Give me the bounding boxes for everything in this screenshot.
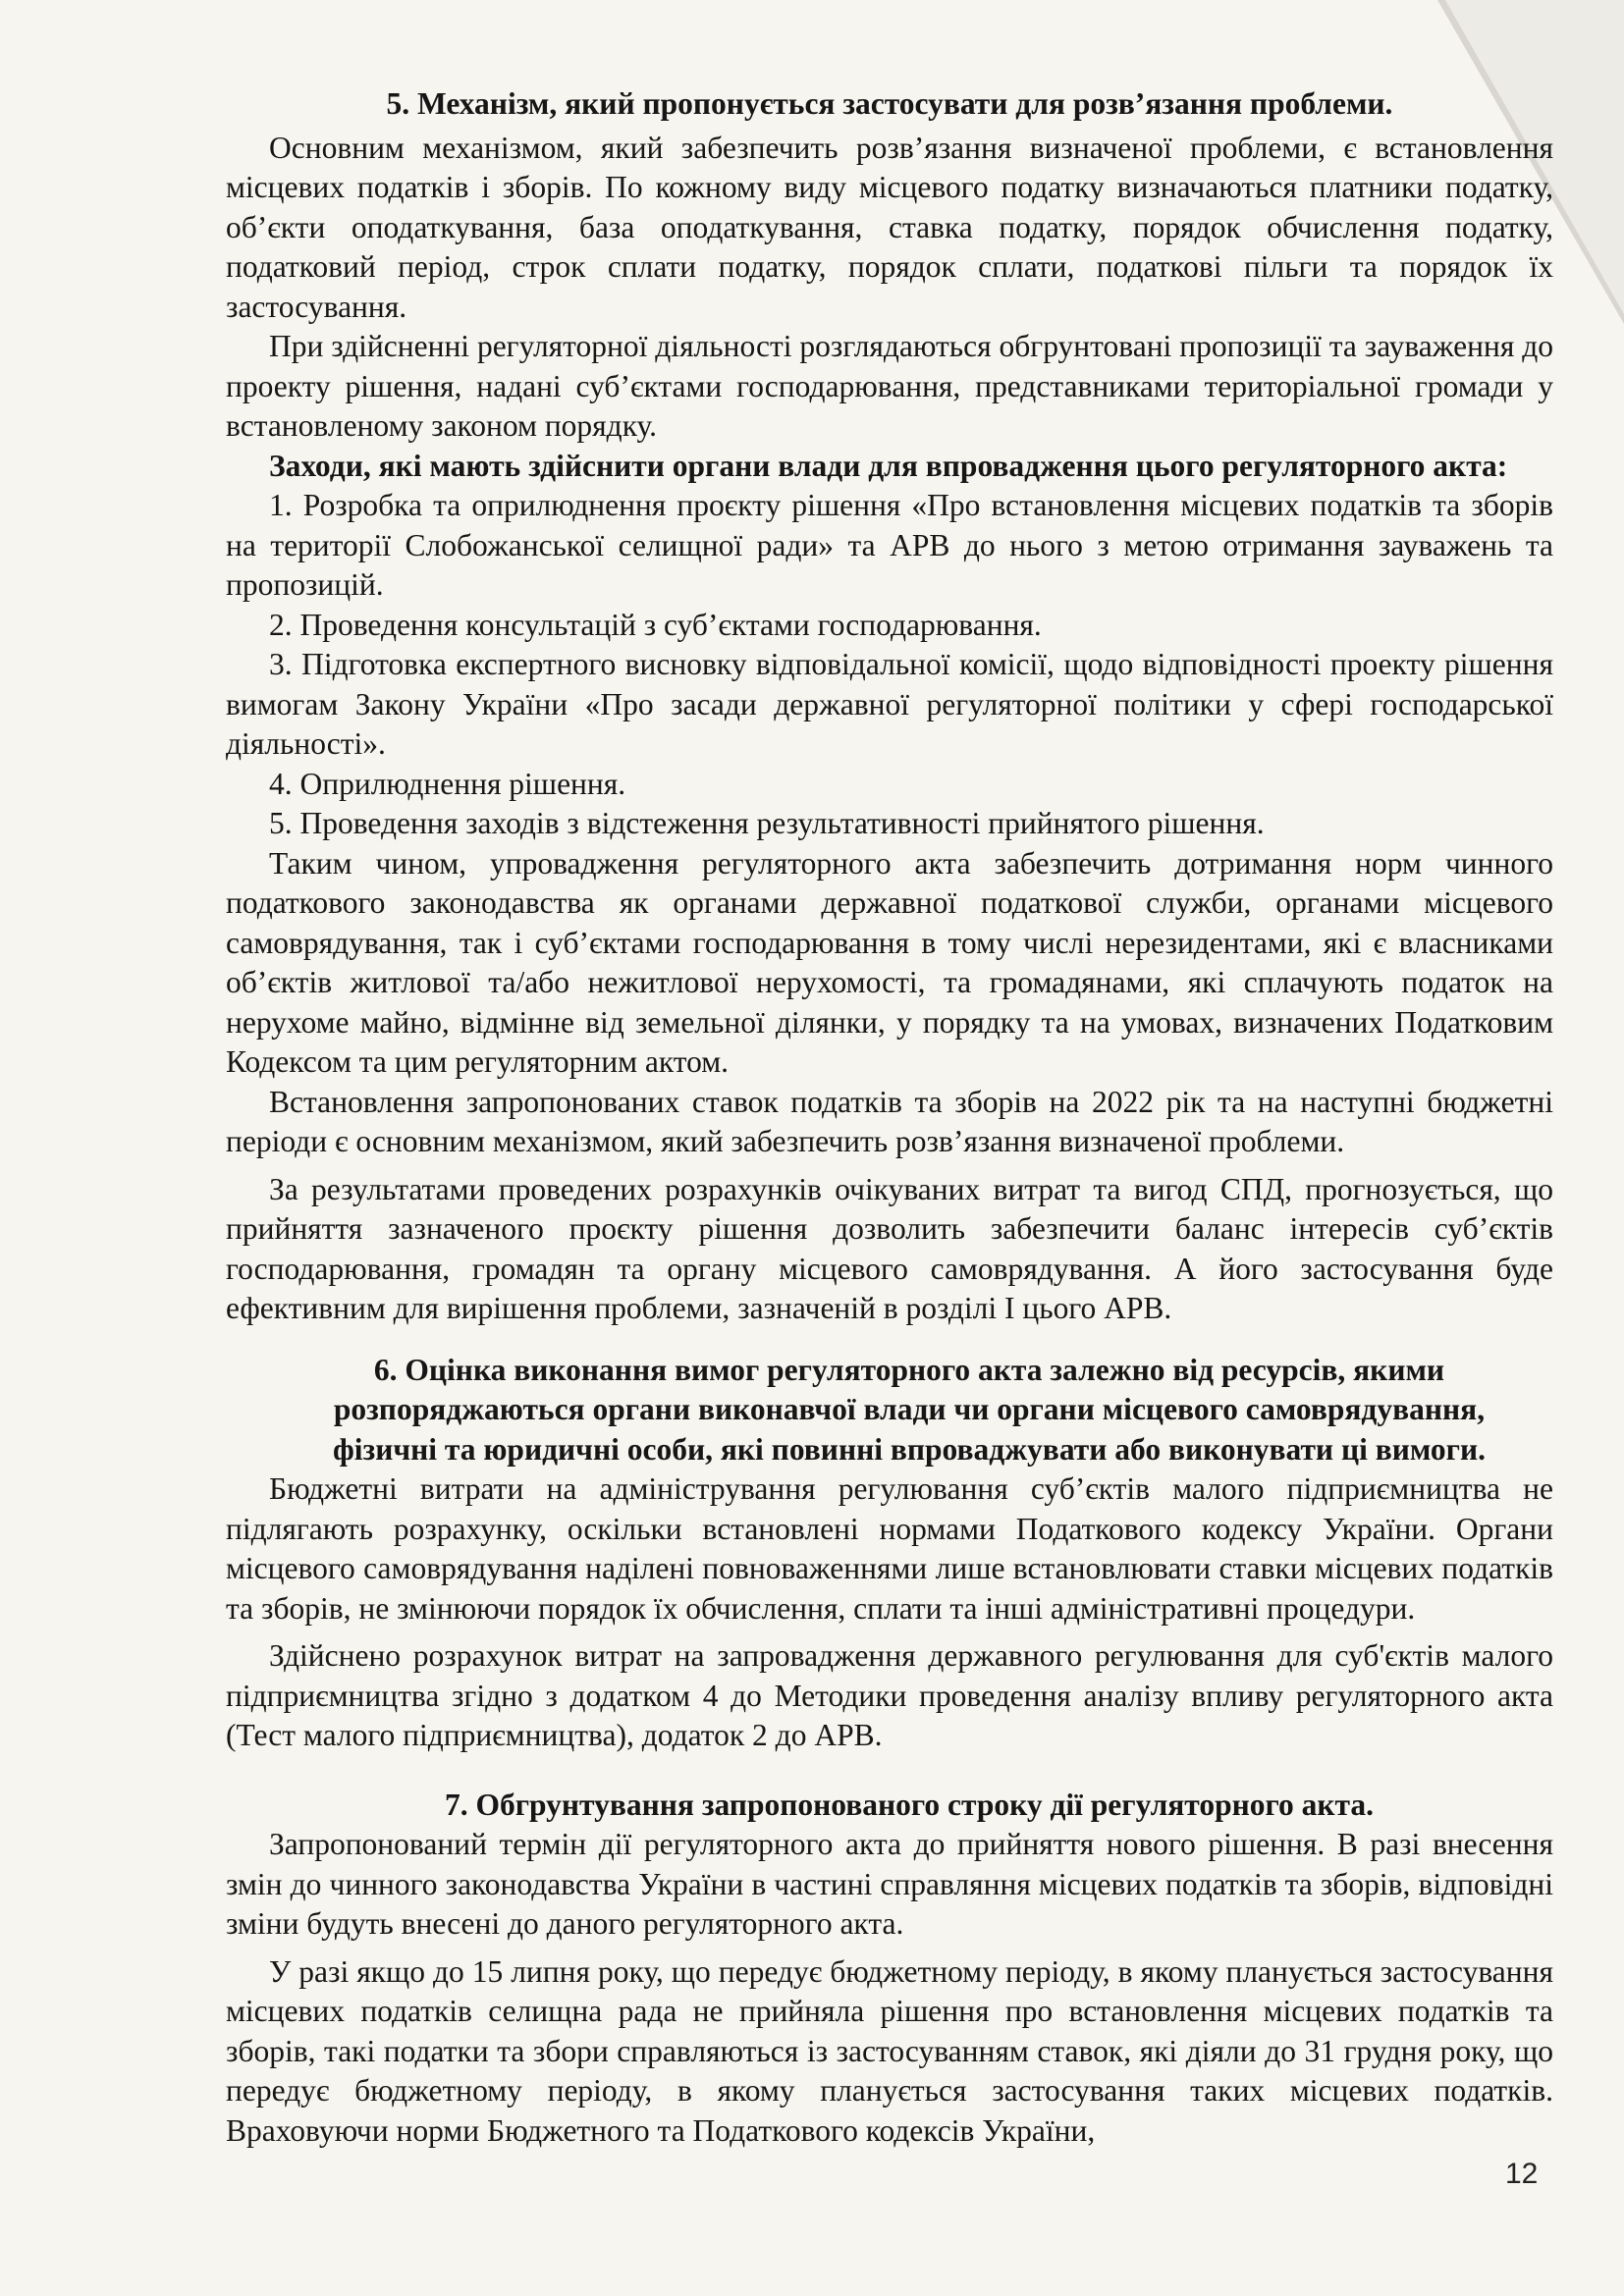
section-6-title: 6. Оцінка виконання вимог регуляторного акта залежно від ресурсів, якими розпоряджаються органи виконавчої влади чи органи місцевого самоврядування, фізичні та юридичні особи, які повинні впроваджувати або виконувати ці вимоги. — [332, 1352, 1487, 1467]
section-7-paragraph-1: Запропонований термін дії регуляторного акта до прийняття нового рішення. В разі внесення змін до чинного законодавства України в частині справляння місцевих податків та зборів, відповідні зміни будуть внесені до даного регуляторного акта. — [226, 1827, 1553, 1941]
page-number: 12 — [1505, 2158, 1539, 2190]
measure-item-1: 1. Розробка та оприлюднення проєкту рішення «Про встановлення місцевих податків та зборів на території Слобожанської селищної ради» та АРВ до нього з метою отримання зауважень та пропозицій. — [226, 488, 1553, 602]
section-6-paragraph-1: Бюджетні витрати на адміністрування регулювання суб’єктів малого підприємництва не підлягають розрахунку, оскільки встановлені нормами Податкового кодексу України. Органи місцевого самоврядування наділені повноваженнями лише встановлювати ставки місцевих податків та зборів, не змінюючи порядок їх обчислення, сплати та інші адміністративні процедури. — [226, 1471, 1553, 1626]
section-7-title: 7. Обгрунтування запропонованого строку дії регуляторного акта. — [444, 1787, 1375, 1822]
document-body — [226, 84, 1553, 2151]
measures-heading: Заходи, які мають здійснити органи влади для впровадження цього регуляторного акта: — [269, 448, 1508, 483]
section-6-paragraph-2: Здійснено розрахунок витрат на запровадження державного регулювання для суб'єктів малого підприємництва згідно з додатком 4 до Методики проведення аналізу впливу регуляторного акта (Тест малого підприємництва), додаток 2 до АРВ. — [226, 1638, 1553, 1752]
section-5-paragraph-3: Таким чином, упровадження регуляторного акта забезпечить дотримання норм чинного податкового законодавства як органами державної податкової служби, органами місцевого самоврядування, так і суб’єктами господарювання в тому числі нерезидентами, які є власниками об’єктів житлової та/або нежитлової нерухомості, та громадянами, які сплачують податок на нерухоме майно, відмінне від земельної ділянки, у порядку та на умовах, визначених Податковим Кодексом та цим регуляторним актом. — [226, 845, 1553, 1079]
section-5-title: 5. Механізм, який пропонується застосувати для розв’язання проблеми. — [386, 86, 1393, 121]
section-5-paragraph-1: Основним механізмом, який забезпечить розв’язання визначеної проблеми, є встановлення місцевих податків і зборів. По кожному виду місцевого податку визначаються платники податку, об’єкти оподаткування, база оподаткування, ставка податку, порядок обчислення податку, податковий період, строк сплати податку, порядок сплати, податкові пільги та порядок їх застосування. — [226, 130, 1553, 324]
measure-item-2: 2. Проведення консультацій з суб’єктами господарювання. — [269, 607, 1042, 642]
measure-item-4: 4. Оприлюднення рішення. — [269, 766, 626, 801]
section-5-paragraph-2: При здійсненні регуляторної діяльності розглядаються обгрунтовані пропозиції та зауваження до проекту рішення, надані суб’єктами господарювання, представниками територіальної громади у встановленому законом порядку. — [226, 329, 1553, 443]
section-7-paragraph-2: У разі якщо до 15 липня року, що передує бюджетному періоду, в якому планується застосування місцевих податків селищна рада не прийняла рішення про встановлення місцевих податків та зборів, такі податки та збори справляються із застосуванням ставок, які діяли до 31 грудня року, що передує бюджетному періоду, в якому планується застосування таких місцевих податків. Враховуючи норми Бюджетного та Податкового кодексів України, — [226, 1953, 1553, 2148]
measure-item-5: 5. Проведення заходів з відстеження результативності прийнятого рішення. — [269, 806, 1265, 840]
measure-item-3: 3. Підготовка експертного висновку відповідальної комісії, щодо відповідності проекту рішення вимогам Закону України «Про засади державної регуляторної політики у сфері господарської діяльності». — [226, 647, 1553, 761]
section-5-paragraph-4: Встановлення запропонованих ставок податків та зборів на 2022 рік та на наступні бюджетні періоди є основним механізмом, який забезпечить розв’язання визначеної проблеми. — [226, 1084, 1553, 1158]
section-5-paragraph-5: За результатами проведених розрахунків очікуваних витрат та вигод СПД, прогнозується, що прийняття зазначеного проєкту рішення дозволить забезпечити баланс інтересів суб’єктів господарювання, громадян та органу місцевого самоврядування. А його застосування буде ефективним для вирішення проблеми, зазначеній в розділі І цього АРВ. — [226, 1171, 1553, 1325]
